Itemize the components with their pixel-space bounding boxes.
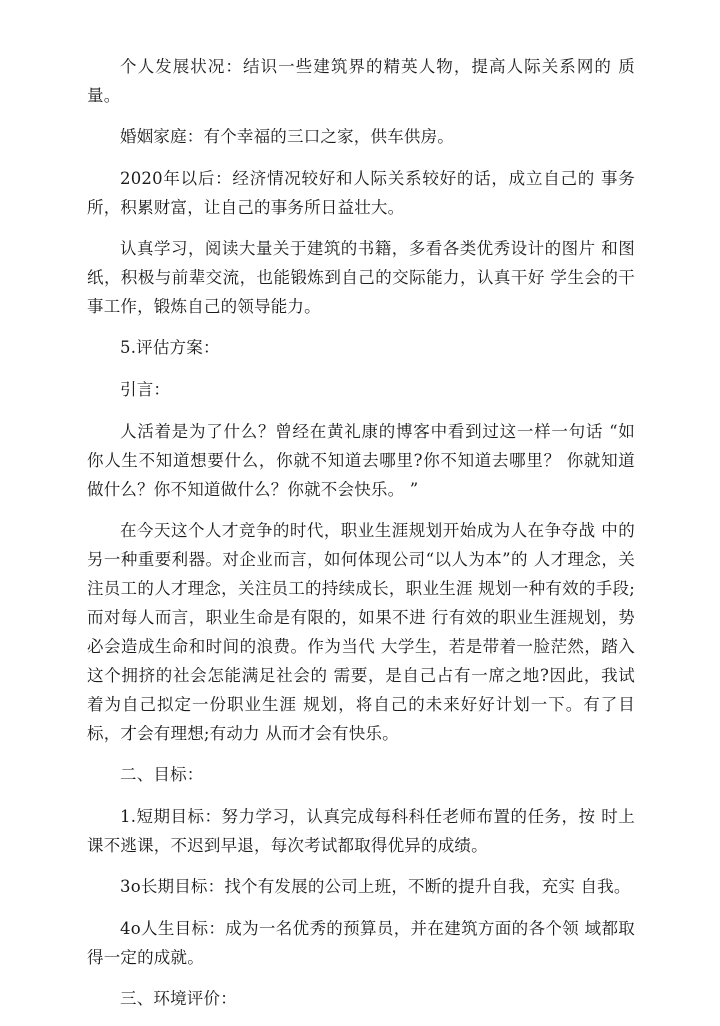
paragraph-life-goal: 4o人生目标：成为一名优秀的预算员，并在建筑方面的各个领 域都取得一定的成就。 <box>87 919 635 967</box>
paragraph-quote: 人活着是为了什么？曾经在黄礼康的博客中看到过这一样一句话 “如你人生不知道想要什么，你就不知道去哪里?你不知道去哪里？ 你就知道做什么？你不知道做什么？你就不会快乐。 ” <box>87 422 635 499</box>
heading-introduction: 引言： <box>120 380 171 399</box>
paragraph-short-term-goal: 1.短期目标：努力学习，认真完成每科科任老师布置的任务，按 时上课不逃课，不迟到早退，每次考试都取得优异的成绩。 <box>87 807 635 855</box>
paragraph-personal-development: 个人发展状况：结识一些建筑界的精英人物，提高人际关系网的 质量。 <box>87 57 635 105</box>
paragraph-study-plan: 认真学习，阅读大量关于建筑的书籍，多看各类优秀设计的图片 和图纸，积极与前辈交流，也能锻炼到自己的交际能力，认真干好 学生会的干事工作，锻炼自己的领导能力。 <box>87 239 635 316</box>
heading-goals: 二、目标： <box>120 765 204 784</box>
heading-evaluation-plan: 5.评估方案： <box>120 338 220 357</box>
document-body <box>87 52 635 1026</box>
paragraph-marriage-family: 婚姻家庭：有个幸福的三口之家，供车供房。 <box>120 127 454 146</box>
paragraph-career-planning: 在今天这个人才竞争的时代，职业生涯规划开始成为人在争夺战 中的另一种重要利器。对企业而言，如何体现公司“以人为本”的 人才理念，关注员工的人才理念，关注员工的持续成长，职业生涯 规划一种有效的手段;而对每人而言，职业生命是有限的，如果不进 行有效的职业生涯规划，势必会造成生命和时间的浪费。作为当代 大学生，若是带着一脸茫然，踏入这个拥挤的社会怎能满足社会的 需要，是自己占有一席之地?因此，我试着为自己拟定一份职业生涯 规划，将自己的未来好好计划一下。有了目标，才会有理想;有动力 从而才会有快乐。 <box>87 521 635 743</box>
paragraph-long-term-goal: 3o长期目标：找个有发展的公司上班，不断的提升自我，充实 自我。 <box>120 877 631 896</box>
heading-environment-evaluation: 三、环境评价： <box>120 989 237 1008</box>
paragraph-after-2020: 2020年以后：经济情况较好和人际关系较好的话，成立自己的 事务所，积累财富，让自己的事务所日益壮大。 <box>87 169 635 217</box>
